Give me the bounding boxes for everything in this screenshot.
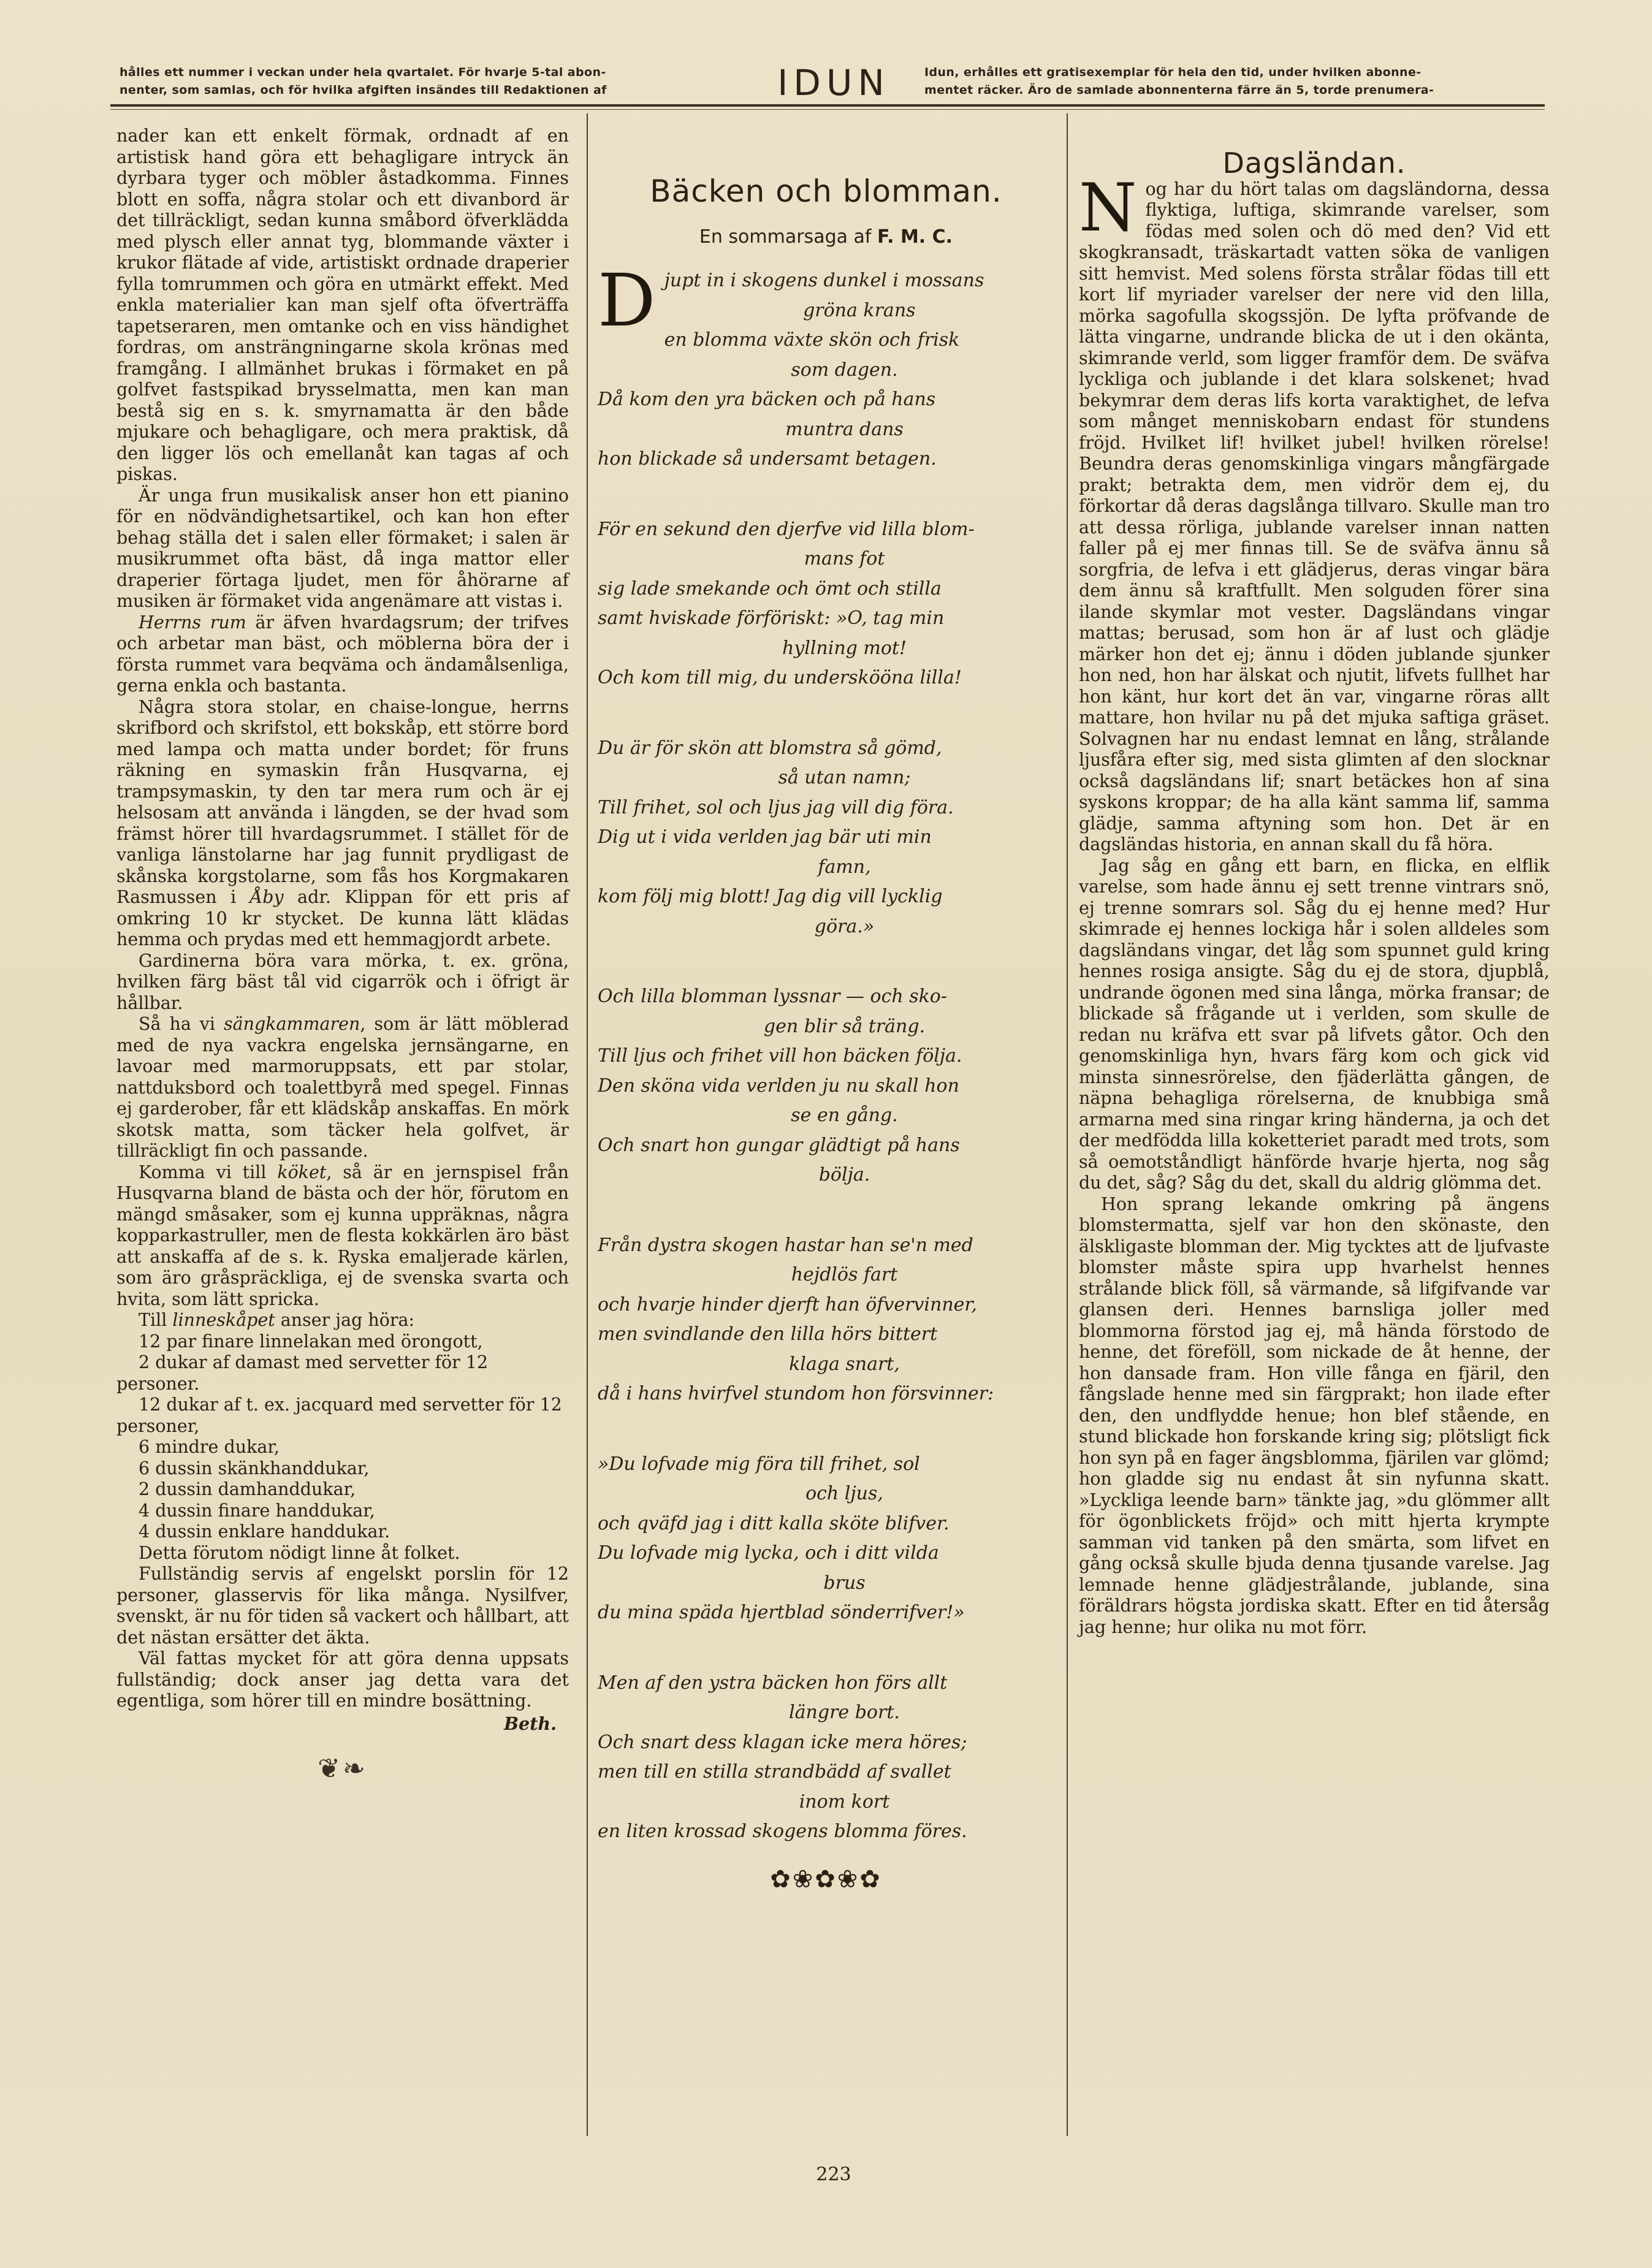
list-item: 4 dussin finare handdukar, — [139, 1500, 375, 1521]
poem-line: hon blickade så undersamt betagen. — [598, 448, 937, 470]
poem-line: brus — [823, 1572, 866, 1594]
stanza-1 — [598, 258, 1054, 474]
poem-column — [598, 126, 1054, 1893]
paragraph-text: Så ha vi — [139, 1014, 224, 1034]
stanza-3 — [598, 734, 1054, 942]
stanza-5 — [598, 1231, 1054, 1409]
paragraph-text: adr. Klippan för ett pris af omkring 10 kr stycket. De kunna lätt klädas hemma och prydas med ett hemmagjordt arbete. — [116, 887, 569, 949]
poem-line: Från dystra skogen hastar han se'n med — [598, 1234, 973, 1256]
poem-line: mans fot — [804, 548, 885, 569]
article-home-furnishing — [116, 126, 569, 1784]
paragraph-text: , som är lätt möblerad med de nya vackra engelska jernsängarne, en lavoar med marmoruppsats, ett par stolar, nattduksbord och toalettbyrå med spegel. Finnas ej garderober, får ett klädskåp anskaffas. En mörk skotsk matta, som täcker hela golfvet, är tillräckligt fin och passande. — [116, 1014, 569, 1161]
poem-line: gröna krans — [803, 299, 916, 321]
header-right-line-2: mentet räcker. Äro de samlade abonnenterna färre än 5, torde prenumera- — [924, 83, 1434, 97]
poem-line: du mina späda hjertblad sönderrifver!» — [598, 1602, 965, 1623]
byline-text: En sommarsaga af — [699, 226, 878, 248]
page-number: 223 — [816, 2164, 851, 2185]
poem-line: hyllning mot! — [782, 637, 907, 659]
poem-line: Men af den ystra bäcken hon förs allt — [598, 1672, 948, 1694]
poem-line: sig lade smekande och ömt och stilla — [598, 577, 942, 599]
list-item: 12 dukar af t. ex. jacquard med servetter för 12 personer, — [116, 1395, 562, 1436]
drop-capital: D — [598, 258, 656, 343]
poem-line: Till frihet, sol och ljus jag vill dig föra. — [598, 796, 954, 818]
list-item: 2 dussin damhanddukar, — [139, 1479, 356, 1499]
emphasis: köket — [277, 1162, 327, 1182]
poem-line: Då kom den yra bäcken och på hans — [598, 389, 936, 410]
header-left-line-1: hålles ett nummer i veckan under hela qvartalet. För hvarje 5-tal abon- — [120, 66, 606, 79]
poem-line: göra.» — [814, 915, 875, 937]
poem-line: och qväfd jag i ditt kalla sköte blifver. — [598, 1512, 950, 1534]
paragraph-text: är äfven hvardagsrum; der trifves och arbetar man bäst, och möblerna böra der i första rummet vara beqväma och ändamålsenliga, gerna enkla och bastanta. — [116, 612, 569, 696]
stanza-4 — [598, 982, 1054, 1190]
list-item: 12 par finare linnelakan med örongott, — [139, 1331, 483, 1352]
paragraph-text: Till — [139, 1310, 173, 1330]
poem-line: Och snart hon gungar glädtigt på hans — [598, 1134, 960, 1156]
paragraph — [116, 612, 569, 697]
poem-line: se en gång. — [791, 1105, 898, 1126]
list-item: 4 dussin enklare handdukar. — [139, 1521, 390, 1542]
header-rule — [110, 104, 1545, 107]
poem-line: och hvarje hinder djerft han öfvervinner, — [598, 1293, 977, 1315]
poem-line: famn, — [818, 856, 871, 878]
stanza-2 — [598, 515, 1054, 693]
paragraph: Gardinerna böra vara mörka, t. ex. gröna, hvilken färg bäst tål vid cigarrök och i öfrigt är hållbar. — [116, 950, 569, 1013]
poem-line: Och lilla blomman lyssnar — och sko- — [598, 986, 947, 1007]
poem-line: och ljus, — [805, 1483, 883, 1504]
paragraph — [1079, 169, 1550, 856]
paragraph-text: , så är en jernspisel från Husqvarna bland de bästa och der hör, förutom en mängd småsaker, som ej kunna uppräknas, några kopparkastruller, men de flesta kokkärlen äro bäst att anskaffa af de s. k. Ryska emaljerade kärlen, som äro gråspräckliga, ej de svenska svarta och hvita, som lätt spricka. — [116, 1162, 569, 1309]
poem-line: så utan namn; — [778, 767, 911, 788]
list-item: 6 dussin skänkhanddukar, — [139, 1458, 370, 1478]
paragraph-text: Några stora stolar, en chaise-longue, herrns skrifbord och skrifstol, ett bokskåp, ett större bord med lampa och matta under bordet; för fruns räkning en symaskin från Husqvarna, ej trampsymaskin, ty den tar mera rum och är ej helsosam att använda i längden, se der hvad som främst hörer till hvardagsrummet. I stället för de vanliga länstolarne har jag funnit prydligast de skånska korgstolarne, som fås hos Korgmakaren Rasmussen i — [116, 696, 569, 907]
paragraph — [116, 697, 569, 951]
poem-line: en blomma växte skön och frisk — [664, 329, 960, 351]
paragraph: Detta förutom nödigt linne åt folket. — [139, 1542, 460, 1563]
paragraph: Är unga frun musikalisk anser hon ett pianino för en nödvändighetsartikel, och kan hon efter behag ställa det i salen eller förmaket; i salen är musikrummet ofta bäst, då inga mattor eller draperier förtaga ljudet, men för åhörarne af musiken är förmaket vida angenämare att vistas i. — [116, 485, 569, 611]
list-item: 6 mindre dukar, — [139, 1437, 280, 1457]
header-right-line-1: Idun, erhålles ett gratisexemplar för hela den tid, under hvilken abonne- — [924, 66, 1422, 79]
paragraph: nader kan ett enkelt förmak, ordnadt af en artistisk hand göra ett behagligare intryck än dyrbara tyger och möbler åstadkomma. Finnes blott en soffa, några stolar och ett divanbord är det tillräckligt, sedan kunna småbord öfverklädda med plysch eller annat tyg, blommande växter i krukor flätade af vide, artistiskt ordnade draperier fylla tomrummen och göra en utmärkt effekt. Med enkla materialier kan man sjelf ofta öfverträffa tapetseraren, men omtanke och en viss händighet fordras, om ansträngningarne skola krönas med framgång. I allmänhet brukas i förmaket en på golfvet fastspikad brysselmatta, men kan man bestå sig en s. k. smyrnamatta är den både mjukare och behagligare, och mera praktisk, då den ligger lös och emellanåt kan tagas af och piskas. — [116, 126, 569, 484]
stanza-6 — [598, 1450, 1054, 1628]
paragraph: Hon sprang lekande omkring på ängens blomstermatta, sjelf var hon den skönaste, den älskligaste blomman der. Mig tycktes att de ljufvaste blomster måste spira upp hvarhelst hennes strålande blick föll, så värmande, så lifgifvande var glansen deri. Hennes barnsliga joller med blommorna förstod jag ej, må hända förstodo de henne, det föreföll, som nickade de åt henne, der hon dansade fram. Hon ville fånga en fjäril, den fångslade henne med sin färgprakt; hon ilade efter den, den undflydde henue; hon blef stående, en stund blickade hon forskande kring sig; plötsligt fick hon syn på en fager ängsblomma, fjärilen var glömd; hon gladde sig nu endast åt sin nyfunna skatt. »Lyckliga leende barn» tänkte jag, »du glömmer allt för ögonblickets fröjd» och mitt hjerta krympte samman vid tanken på den smärta, som lifvet en gång också skulle bjuda denna tjusande varelse. Jag lemnade henne glädjestrålande, jublande, sina föräldrars högsta jordiska skatt. Efter en tid återsåg jag henne; hur olika nu mot förr. — [1079, 1193, 1550, 1637]
paragraph-text: Komma vi till — [139, 1162, 278, 1182]
byline-author: F. M. C. — [877, 226, 953, 248]
poem-line: Du är för skön att blomstra så gömd, — [598, 737, 942, 759]
poem-line: »Du lofvade mig föra till frihet, sol — [598, 1453, 920, 1475]
poem-title: Bäcken och blomman. — [650, 173, 1002, 209]
poem-line: Du lofvade mig lycka, och i ditt vilda — [598, 1542, 939, 1564]
header-right-notice — [924, 64, 1539, 99]
poem-line: kom följ mig blott! Jag dig vill lycklig — [598, 886, 943, 907]
poem-line: jupt in i skogens dunkel i mossans — [664, 270, 984, 291]
poem-line: Den sköna vida verlden ju nu skall hon — [598, 1075, 959, 1097]
ornament-icon: ✿❀✿❀✿ — [770, 1865, 882, 1893]
poem-line: längre bort. — [789, 1702, 900, 1723]
poem-line: då i hans hvirfvel stundom hon försvinner: — [598, 1383, 994, 1404]
poem-line: men svindlande den lilla hörs bittert — [598, 1323, 938, 1345]
poem-line: en liten krossad skogens blomma föres. — [598, 1821, 967, 1842]
column-rule-2 — [1067, 113, 1068, 2136]
poem-line: som dagen. — [791, 359, 898, 381]
paragraph — [116, 1162, 569, 1311]
list-item: 2 dukar af damast med servetter för 12 personer. — [116, 1352, 489, 1394]
masthead: IDUN — [777, 62, 890, 104]
paragraph-text: anser jag höra: — [275, 1310, 415, 1330]
emphasis: sängkammaren — [223, 1014, 360, 1034]
column-rule-1 — [587, 113, 588, 2136]
emphasis: Åby — [249, 887, 284, 907]
poem-line: bölja. — [818, 1164, 870, 1185]
poem-line: Och snart dess klagan icke mera höres; — [598, 1731, 967, 1753]
poem-line: men till en stilla strandbädd af svallet — [598, 1761, 951, 1783]
header-left-notice — [120, 64, 739, 99]
poem-line: Och kom till mig, du underskööna lilla! — [598, 667, 962, 688]
signature: Beth. — [503, 1713, 557, 1734]
poem-line: gen blir så träng. — [763, 1015, 926, 1037]
ornament-icon: ❦❧ — [318, 1753, 368, 1784]
article-title: Dagsländan. — [1222, 147, 1406, 180]
paragraph: Väl fattas mycket för att göra denna uppsats fullständig; dock anser jag detta vara det egentliga, som hörer till en mindre bosättning. — [116, 1648, 569, 1711]
paragraph: Fullständig servis af engelskt porslin för 12 personer, glasservis för lika många. Nysilfver, svenskt, är nu för tiden så vackert och hållbart, att det nästan ersätter det äkta. — [116, 1564, 569, 1648]
paragraph-text: og har du hört talas om dagsländorna, dessa flyktiga, luftiga, skimrande varelser, som födas med solen och dö med den? Vid ett skogkransadt, träskartadt vatten söka de vanligen sitt hemvist. Med solens första strålar födas till ett kort lif myriader varelser der nere vid den lilla, mörka sagofulla skogssjön. De lyfta pröfvande de lätta vingarne, undrande blicka de ut i den okänta, skimrande verld, som ligger framför dem. De sväfva lyckliga och jublande i det klara solskenet; hvad bekymrar dem deras lifs korta varaktighet, de lefva som månget menniskobarn endast för stundens fröjd. Hvilket lif! hvilket jubel! hvilken rörelse! Beundra deras genomskinliga vingars mångfärgade prakt; betrakta dem, men vidrör dem ej, du förkortar då deras dagslånga tillvaro. Skulle man tro att dessa rörliga, jublande varelser innan natten faller på ej mer finnas till. Se de sväfva ännu så sorgfria, de lefva i ett glädjerus, deras vingar bära dem ännu så kraftfullt. Men solguden förer sina ilande skymlar mot vester. Dagsländans vingar mattas; berusad, som hon är af lust och glädje märker hon det ej; ännu i döden jublande sjunker hon ned, hon har älskat och njutit, lifvets fullhet har hon känt, hur kort det än var, vingarne röras allt mattare, hon hvilar nu på det mjuka saftiga gräset. Solvagnen har nu endast lemnat en lång, strålande ljusfåra efter sig, med sista glimten af den slocknar också dagsländans lif; snart betäckes hon af sina syskons kroppar; de ha alla känt samma lif, samma glädje, samma aftyning som hon. Det är en dagsländas historia, en annan skall du få höra. — [1079, 178, 1550, 854]
poem-line: hejdlös fart — [791, 1264, 898, 1285]
poem-line: klaga snart, — [789, 1353, 900, 1375]
stanza-7 — [598, 1669, 1054, 1847]
article-dagslandan — [1079, 126, 1550, 1638]
poem-byline — [598, 226, 1054, 248]
poem-line: samt hviskade förföriskt: »O, tag min — [598, 607, 945, 629]
emphasis: Herrns rum — [139, 612, 246, 633]
poem-body — [598, 258, 1054, 1847]
paragraph: Jag såg en gång ett barn, en flicka, en elflik varelse, som hade ännu ej sett trenne vintrars snö, ej trenne somrars sol. Såg du ej henne med? Hur skimrade ej hennes lockiga hår i solen alldeles som dagsländans vingar, det låg som spunnet guld kring hennes rosiga ansigte. Såg du ej de stora, djupblå, undrande ögonen med sina långa, mörka fransar; de blickade så frågande ut i verlden, som skulle de redan nu kräfva ett svar på lifvets gåtor. Och den genomskinliga hyn, hvars färg kom och gick vid minsta sinnesrörelse, den fjäderlätta gången, de näpna behagliga rörelserna, de knubbiga små armarna med sina ringar kring händerna, ja och det der medfödda lilla koketteriet paradt med trots, som så oemotståndligt hänförde hvarje hjerta, nog såg du det, såg? Såg du det, skall du aldrig glömma det. — [1079, 855, 1550, 1193]
drop-capital: N — [1079, 169, 1137, 246]
paragraph — [116, 1310, 569, 1331]
poem-line: inom kort — [799, 1790, 890, 1813]
paragraph — [116, 1014, 569, 1162]
poem-line: Dig ut i vida verlden jag bär uti min — [598, 826, 932, 848]
poem-line: För en sekund den djerfve vid lilla blom- — [598, 518, 975, 540]
header-rule-thin — [110, 109, 1545, 110]
poem-line: muntra dans — [785, 418, 904, 440]
emphasis: linneskåpet — [172, 1310, 275, 1330]
header-left-line-2: nenter, som samlas, och för hvilka afgiften insändes till Redaktionen af — [120, 83, 607, 97]
poem-line: Till ljus och frihet vill hon bäcken följa. — [598, 1045, 962, 1067]
